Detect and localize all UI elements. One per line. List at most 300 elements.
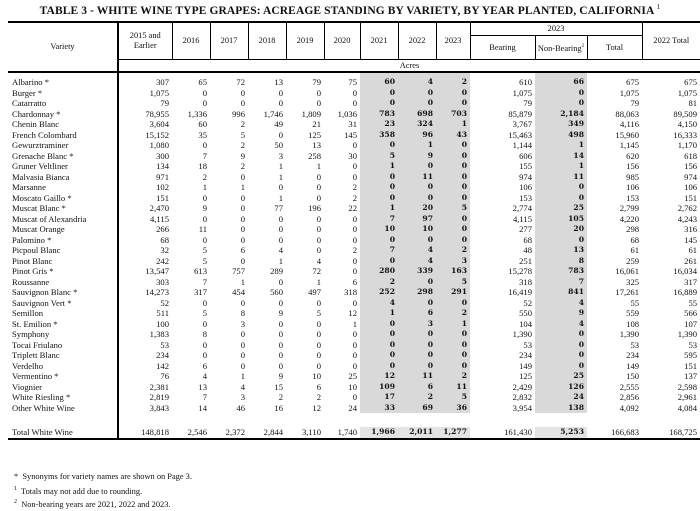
table-row	[8, 371, 700, 382]
cell-2020: 0	[352, 350, 357, 360]
cell-2021: 1,966	[360, 427, 398, 439]
table-row	[8, 224, 700, 235]
variety-cell: Other White Wine	[8, 403, 118, 414]
cell-2022-total: 16,889	[673, 287, 698, 297]
cell-2019: 258	[308, 150, 321, 161]
cell-2023: 3	[436, 256, 470, 267]
footnote-mark: *	[14, 472, 19, 481]
cell-2015-earlier: 53	[160, 339, 169, 350]
cell-2016: 1,336	[187, 108, 207, 119]
cell-2019: 72	[312, 266, 321, 276]
cell-2017: 0	[240, 171, 245, 182]
cell-total: 15,960	[615, 129, 640, 140]
variety-cell: Grenache Blanc *	[8, 151, 118, 162]
cell-2018: 0	[278, 360, 283, 371]
cell-bearing: 974	[519, 171, 532, 182]
cell-2018: 0	[278, 350, 283, 360]
cell-2017: 0	[240, 297, 245, 308]
table-body	[8, 72, 700, 439]
cell-2023: 0	[436, 182, 470, 193]
cell-2016: 0	[202, 339, 207, 350]
cell-2017: 6	[240, 245, 245, 255]
cell-2016: 13	[198, 381, 207, 392]
cell-2016: 2	[202, 171, 207, 182]
cell-2021: 1	[360, 203, 398, 214]
cell-non-bearing: 1	[535, 140, 587, 151]
cell-2019: 0	[316, 245, 321, 255]
cell-2017: 1	[240, 371, 245, 381]
cell-2016: 5	[202, 255, 207, 266]
cell-2021: 7	[360, 245, 398, 256]
spacer-cell	[470, 413, 535, 427]
cell-2022-total: 261	[684, 255, 698, 266]
cell-non-bearing: 0	[535, 98, 587, 109]
cell-2020: 2	[352, 245, 357, 255]
cell-2021: 7	[360, 214, 398, 225]
cell-2016: 0	[202, 350, 207, 360]
cell-total: 2,856	[619, 392, 640, 402]
cell-2019: 1	[316, 161, 321, 171]
cell-2015-earlier: 14,273	[145, 287, 169, 297]
cell-2018: 0	[278, 98, 283, 108]
spacer-cell	[436, 413, 470, 427]
cell-2020: 0	[352, 266, 357, 276]
cell-2020: 2	[352, 182, 357, 192]
cell-2015-earlier: 234	[156, 350, 169, 360]
cell-2022-total: 61	[688, 245, 698, 255]
cell-2021: 280	[360, 266, 398, 277]
cell-2015-earlier: 242	[156, 255, 169, 266]
cell-2021: 109	[360, 382, 398, 393]
cell-non-bearing: 0	[535, 361, 587, 372]
spacer-cell	[8, 413, 118, 427]
cell-total: 620	[626, 150, 640, 161]
variety-cell: White Riesling *	[8, 392, 118, 403]
cell-2017: 1	[240, 276, 245, 287]
cell-2016: 9	[202, 203, 207, 213]
cell-non-bearing: 25	[535, 371, 587, 382]
cell-2015-earlier: 2,381	[149, 381, 169, 392]
cell-2023: 0	[436, 340, 470, 351]
cell-2020: 0	[352, 255, 357, 266]
cell-2022: 0	[398, 193, 436, 204]
cell-2016: 0	[202, 192, 207, 203]
cell-2017: 0	[240, 360, 245, 371]
cell-2023: 0	[436, 214, 470, 225]
cell-2023: 291	[436, 287, 470, 298]
cell-2018: 1	[278, 255, 283, 266]
variety-cell: Chardonnay *	[8, 109, 118, 120]
cell-2019: 3,110	[286, 427, 324, 439]
cell-2018: 50	[274, 140, 283, 150]
cell-2020: 1,740	[324, 427, 360, 439]
variety-cell: Muscat Blanc *	[8, 203, 118, 214]
cell-2020: 0	[352, 224, 357, 234]
cell-2019: 0	[316, 182, 321, 192]
cell-2022-total: 55	[688, 297, 698, 308]
cell-2020: 0	[352, 87, 357, 98]
cell-2022: 0	[398, 182, 436, 193]
variety-cell: Moscato Gaillo *	[8, 193, 118, 204]
footnote-mark: 1	[14, 486, 17, 492]
cell-2021: 4	[360, 298, 398, 309]
cell-non-bearing: 0	[535, 235, 587, 246]
cell-2019: 0	[316, 171, 321, 182]
cell-2018: 0	[278, 329, 283, 339]
cell-total: 150	[626, 371, 640, 381]
cell-2023: 36	[436, 403, 470, 414]
cell-2018: 9	[278, 371, 283, 381]
cell-2022-total: 151	[684, 360, 698, 371]
variety-cell: Picpoul Blanc	[8, 245, 118, 256]
cell-2021: 0	[360, 140, 398, 151]
cell-2023: 0	[436, 140, 470, 151]
cell-2022-total: 16,333	[673, 129, 698, 140]
cell-non-bearing: 25	[535, 203, 587, 214]
cell-2020: 1,036	[337, 108, 357, 119]
cell-2021: 17	[360, 392, 398, 403]
cell-total: 79	[630, 98, 640, 108]
cell-2023: 0	[436, 193, 470, 204]
table-row	[8, 130, 700, 141]
cell-total: 1,145	[619, 140, 640, 150]
cell-total: 259	[626, 255, 640, 266]
cell-2015-earlier: 303	[156, 276, 169, 287]
cell-bearing: 550	[519, 308, 532, 318]
table-row	[8, 350, 700, 361]
cell-2022-total: 107	[684, 318, 698, 329]
cell-2017: 2	[240, 119, 245, 129]
variety-cell: Roussanne	[8, 277, 118, 288]
header-2022: 2022	[398, 22, 436, 60]
cell-2015-earlier: 15,152	[145, 129, 169, 140]
cell-2022-total: 2,762	[677, 203, 698, 213]
cell-2022-total: 81	[688, 98, 698, 108]
table-row	[8, 287, 700, 298]
cell-2019: 2	[316, 392, 321, 402]
cell-2019: 1	[316, 276, 321, 287]
cell-2022-total: 4,150	[677, 119, 698, 129]
cell-2022: 9	[398, 151, 436, 162]
cell-2015-earlier: 79	[160, 98, 169, 108]
cell-bearing: 16,419	[508, 287, 532, 297]
cell-2021: 0	[360, 340, 398, 351]
table-row	[8, 298, 700, 309]
cell-2017: 8	[240, 308, 245, 318]
header-2022-total: 2022 Total	[642, 22, 700, 60]
cell-2022: 3	[398, 319, 436, 330]
cell-non-bearing: 5,253	[535, 427, 587, 439]
cell-2017: 0	[240, 213, 245, 224]
cell-total: 55	[630, 297, 640, 308]
variety-cell: Muscat Orange	[8, 224, 118, 235]
footnote-mark: 2	[14, 499, 17, 505]
cell-2017: 0	[240, 192, 245, 203]
cell-non-bearing: 126	[535, 382, 587, 393]
cell-total: 1,075	[619, 87, 640, 98]
header-2021: 2021	[360, 22, 398, 60]
cell-bearing: 1,390	[512, 329, 532, 339]
footnote-text: Totals may not add due to rounding.	[21, 486, 143, 496]
cell-bearing: 68	[523, 234, 532, 245]
cell-2020: 0	[352, 161, 357, 171]
cell-2019: 6	[316, 381, 321, 392]
table-row	[8, 161, 700, 172]
cell-2021: 0	[360, 88, 398, 99]
cell-non-bearing: 783	[535, 266, 587, 277]
cell-bearing: 2,832	[512, 392, 532, 402]
cell-2015-earlier: 134	[156, 161, 169, 171]
cell-2023: 1	[436, 319, 470, 330]
cell-2018: 3	[278, 150, 283, 161]
cell-2023: 0	[436, 298, 470, 309]
cell-2015-earlier: 2,819	[149, 392, 169, 402]
cell-2023: 1,277	[436, 427, 470, 439]
footnote-text: Non-bearing years are 2021, 2022 and 2023.	[21, 499, 171, 509]
title-text: TABLE 3 - WHITE WINE TYPE GRAPES: ACREAGE STANDING BY VARIETY, BY YEAR PLANTED, CALIFORNIA	[39, 4, 654, 17]
cell-2022: 4	[398, 72, 436, 88]
cell-2015-earlier: 100	[156, 318, 169, 329]
cell-bearing: 1,075	[512, 87, 532, 98]
cell-2022: 324	[398, 119, 436, 130]
cell-non-bearing: 0	[535, 182, 587, 193]
cell-non-bearing: 349	[535, 119, 587, 130]
variety-cell: Albarino *	[8, 72, 118, 88]
cell-2020: 0	[352, 140, 357, 150]
cell-2016: 0	[202, 87, 207, 98]
cell-total: 88,063	[615, 108, 640, 119]
cell-total: 149	[626, 360, 640, 371]
cell-total: 298	[626, 224, 640, 234]
cell-2020: 22	[348, 203, 357, 213]
cell-2023: 5	[436, 203, 470, 214]
cell-2022-total: 89,509	[673, 108, 698, 119]
footnote-non-bearing	[14, 497, 171, 510]
cell-2023: 0	[436, 235, 470, 246]
cell-2017: 9	[240, 150, 245, 161]
cell-non-bearing: 14	[535, 151, 587, 162]
cell-total: 1,390	[619, 329, 640, 339]
table-row	[8, 72, 700, 88]
cell-bearing: 48	[523, 245, 532, 255]
variety-cell: Chenin Blanc	[8, 119, 118, 130]
cell-2016: 0	[202, 234, 207, 245]
cell-2022-total: 317	[684, 276, 698, 287]
spacer-cell	[587, 413, 642, 427]
table-row	[8, 329, 700, 340]
cell-non-bearing: 0	[535, 88, 587, 99]
variety-cell: Pinot Blanc	[8, 256, 118, 267]
cell-2022-total: 675	[684, 77, 698, 87]
cell-2015-earlier: 1,075	[149, 87, 169, 98]
cell-bearing: 155	[519, 161, 532, 171]
cell-2022-total: 53	[688, 339, 698, 350]
header-2023-group: 2023	[470, 22, 642, 36]
cell-2018: 0	[278, 213, 283, 224]
cell-bearing: 15,278	[508, 266, 532, 276]
cell-total: 17,261	[615, 287, 640, 297]
cell-2016: 11	[198, 224, 207, 234]
table-row	[8, 140, 700, 151]
cell-2023: 0	[436, 329, 470, 340]
cell-2016: 317	[194, 287, 207, 297]
cell-bearing: 106	[519, 182, 532, 192]
spacer-cell	[286, 413, 324, 427]
header-2019: 2019	[286, 22, 324, 60]
cell-2015-earlier: 2,470	[149, 203, 169, 213]
cell-2017: 0	[240, 87, 245, 98]
cell-2022: 2,011	[398, 427, 436, 439]
table-row	[8, 277, 700, 288]
cell-2022-total: 2,961	[677, 392, 698, 402]
cell-2015-earlier: 3,604	[149, 119, 169, 129]
cell-2022-total: 4,243	[677, 213, 698, 224]
cell-2019: 21	[312, 119, 321, 129]
variety-cell: Malvasia Bianca	[8, 172, 118, 183]
cell-non-bearing: 24	[535, 392, 587, 403]
cell-2022-total: 4,084	[677, 402, 698, 413]
cell-2016: 18	[198, 161, 207, 171]
cell-non-bearing: 13	[535, 245, 587, 256]
table-row	[8, 235, 700, 246]
cell-2018: 0	[278, 297, 283, 308]
cell-bearing: 277	[519, 224, 532, 234]
spacer-cell	[324, 413, 360, 427]
header-units: Acres	[118, 60, 700, 73]
spacer-row	[8, 413, 700, 427]
cell-2017: 0	[240, 234, 245, 245]
header-bearing: Bearing	[470, 36, 535, 60]
cell-2019: 0	[316, 192, 321, 203]
cell-2015-earlier: 148,818	[118, 427, 172, 439]
cell-2018: 1	[278, 171, 283, 182]
cell-2021: 0	[360, 350, 398, 361]
cell-bearing: 161,430	[470, 427, 535, 439]
cell-bearing: 15,463	[508, 129, 532, 140]
variety-cell: Viognier	[8, 382, 118, 393]
cell-2017: 0	[240, 350, 245, 360]
cell-non-bearing: 66	[535, 72, 587, 88]
variety-cell: St. Emilion *	[8, 319, 118, 330]
cell-2023: 0	[436, 161, 470, 172]
cell-2015-earlier: 32	[160, 245, 169, 255]
cell-2022: 0	[398, 235, 436, 246]
cell-2019: 0	[316, 234, 321, 245]
cell-bearing: 2,429	[512, 381, 532, 392]
cell-bearing: 234	[519, 350, 532, 360]
cell-total: 53	[630, 339, 640, 350]
cell-2022: 4	[398, 245, 436, 256]
cell-2017: 5	[240, 129, 245, 140]
cell-2020: 25	[348, 371, 357, 381]
cell-2020: 24	[348, 402, 357, 413]
variety-cell: Palomino *	[8, 235, 118, 246]
spacer-cell	[118, 413, 172, 427]
spacer-cell	[172, 413, 210, 427]
cell-2016: 613	[194, 266, 207, 276]
cell-2015-earlier: 13,547	[145, 266, 169, 276]
cell-2023: 0	[436, 350, 470, 361]
cell-2021: 0	[360, 172, 398, 183]
total-row	[8, 427, 700, 439]
cell-bearing: 149	[519, 360, 532, 371]
cell-2018: 0	[278, 339, 283, 350]
cell-2022: 0	[398, 298, 436, 309]
variety-cell: Catarratto	[8, 98, 118, 109]
cell-2018: 9	[278, 308, 283, 318]
title-footnote-mark: 1	[656, 3, 661, 11]
cell-total: 106	[626, 182, 640, 192]
cell-2022-total: 1,390	[677, 329, 698, 339]
cell-bearing: 85,879	[508, 108, 532, 119]
cell-2020: 0	[352, 339, 357, 350]
cell-2021: 0	[360, 182, 398, 193]
header-2020: 2020	[324, 22, 360, 60]
cell-2023: 11	[436, 382, 470, 393]
table-row	[8, 308, 700, 319]
cell-2022-total: 1,075	[677, 87, 698, 98]
cell-2015-earlier: 300	[156, 150, 169, 161]
cell-2020: 0	[352, 360, 357, 371]
header-non-bearing	[535, 36, 587, 60]
cell-bearing: 3,954	[512, 402, 532, 413]
cell-bearing: 2,774	[512, 203, 532, 213]
cell-2017: 996	[232, 108, 245, 119]
cell-2018: 1	[278, 161, 283, 171]
cell-2021: 358	[360, 130, 398, 141]
cell-bearing: 1,144	[512, 140, 532, 150]
cell-2018: 15	[274, 381, 283, 392]
footnote-text: Synonyms for variety names are shown on Page 3.	[22, 472, 192, 481]
variety-cell: Sauvignon Vert *	[8, 298, 118, 309]
cell-non-bearing: 11	[535, 172, 587, 183]
cell-bearing: 125	[519, 371, 532, 381]
cell-2015-earlier: 68	[160, 234, 169, 245]
cell-2019: 4	[316, 255, 321, 266]
cell-2021: 10	[360, 224, 398, 235]
table-row	[8, 319, 700, 330]
table-title	[0, 3, 700, 17]
cell-2016: 4	[202, 371, 207, 381]
cell-non-bearing: 105	[535, 214, 587, 225]
variety-cell: French Colombard	[8, 130, 118, 141]
cell-2022: 11	[398, 172, 436, 183]
cell-2022-total: 1,170	[677, 140, 698, 150]
cell-2022: 0	[398, 350, 436, 361]
variety-cell: Gruner Veltliner	[8, 161, 118, 172]
cell-2017: 2	[240, 140, 245, 150]
cell-non-bearing: 841	[535, 287, 587, 298]
cell-2016: 8	[202, 329, 207, 339]
header-variety: Variety	[8, 22, 118, 72]
cell-2023: 2	[436, 245, 470, 256]
cell-bearing: 53	[523, 339, 532, 350]
cell-2022-total: 595	[684, 350, 698, 360]
cell-2023: 0	[436, 151, 470, 162]
cell-2015-earlier: 76	[160, 371, 169, 381]
cell-2019: 0	[316, 213, 321, 224]
cell-2021: 0	[360, 98, 398, 109]
cell-2021: 0	[360, 235, 398, 246]
spacer-cell	[210, 413, 248, 427]
cell-2023: 1	[436, 119, 470, 130]
cell-2017: 0	[240, 255, 245, 266]
cell-2023: 163	[436, 266, 470, 277]
cell-2016: 1	[202, 182, 207, 192]
cell-non-bearing: 7	[535, 277, 587, 288]
cell-2022: 4	[398, 256, 436, 267]
cell-non-bearing: 4	[535, 319, 587, 330]
